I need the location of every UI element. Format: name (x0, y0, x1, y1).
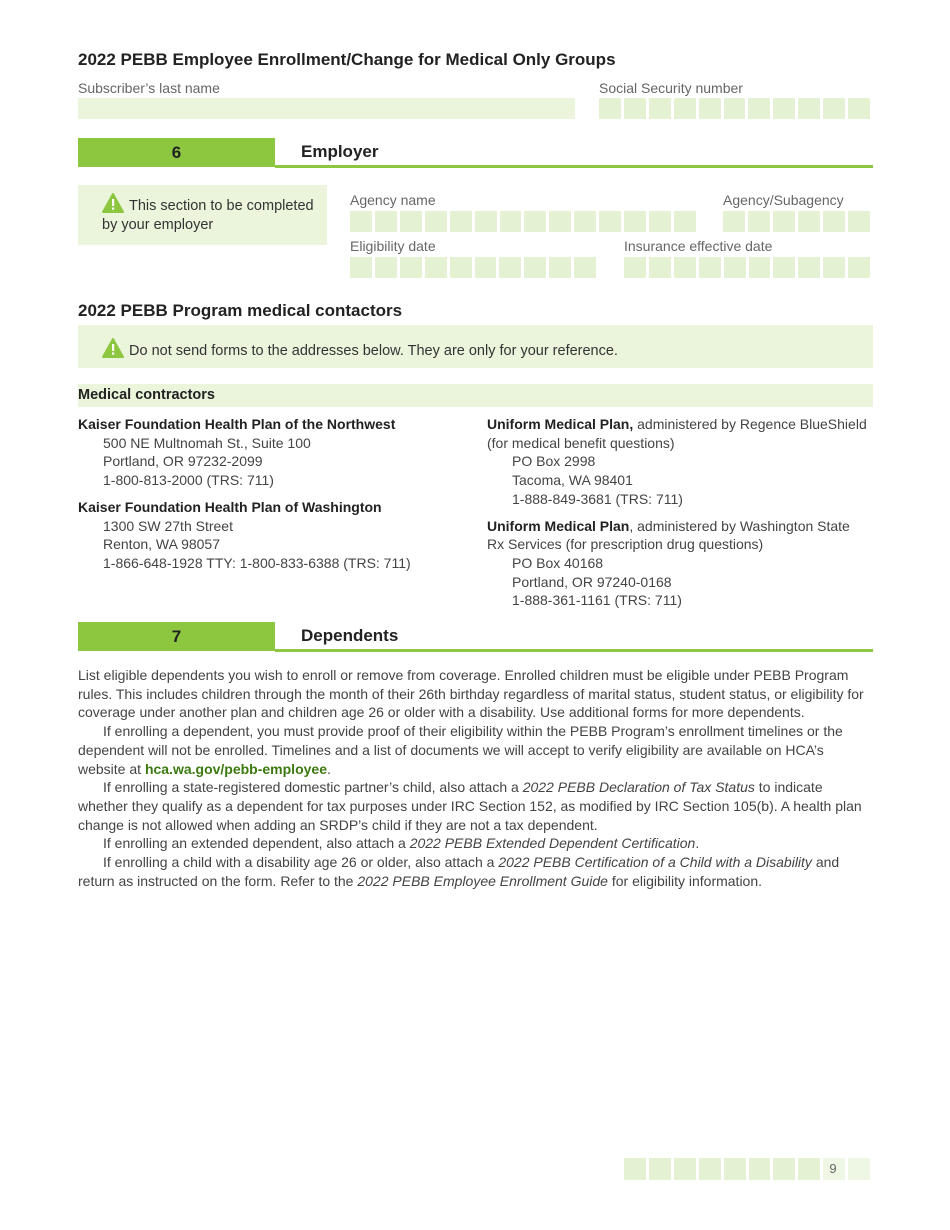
last-name-label: Subscriber’s last name (78, 80, 220, 96)
address-line: PO Box 40168 (512, 554, 604, 571)
dependents-paragraph-5 (78, 853, 874, 890)
dependents-paragraph-2 (78, 722, 874, 778)
phone-line: 1-800-813-2000 (TRS: 711) (103, 472, 274, 489)
section-7-rule (275, 649, 873, 652)
address-line: 1300 SW 27th Street (103, 517, 233, 534)
phone-line: 1-888-361-1161 (TRS: 711) (512, 592, 682, 609)
employer-notice-text: This section to be completed by your employer (102, 198, 314, 233)
dependents-paragraph-1: List eligible dependents you wish to enroll or remove from coverage. Enrolled children must be eligible under PEBB Program rules. This includes children through the month of their 26th birthday regardless of marital status, student status, or eligibility for coverage under another plan and children age 26 or older with a disability. Use additional forms for more dependents. (78, 667, 864, 721)
contractor-ump-regence (487, 415, 877, 509)
address-line: Renton, WA 98057 (103, 536, 221, 553)
contractors-right-column (487, 415, 877, 610)
ssn-field[interactable] (599, 98, 870, 119)
employer-notice (102, 193, 317, 235)
section-6-rule (275, 165, 873, 168)
contractor-desc: Rx Services (for prescription drug questions) (487, 536, 764, 553)
dependents-paragraph-4 (78, 834, 874, 853)
agency-name-label: Agency name (350, 192, 436, 208)
phone-line: 1-866-648-1928 TTY: 1-800-833-6388 (TRS: 711) (103, 554, 411, 571)
ssn-label: Social Security number (599, 80, 743, 96)
dependents-instructions (78, 666, 874, 890)
hca-website-link[interactable]: hca.wa.gov/pebb-employee (144, 760, 327, 777)
warning-icon (102, 338, 124, 358)
text: for eligibility information. (607, 872, 763, 889)
contractors-left-column (78, 415, 478, 573)
phone-line: 1-888-849-3681 (TRS: 711) (512, 490, 683, 507)
text: If enrolling a dependent, you must provide proof of their eligibility within the PEBB Program’s enrollment timelines or the dependent will not be enrolled. Timelines and a list of documents we will accept to verify eligibility are available on HCA’s website at (78, 723, 843, 777)
text: and return as instructed on the form. Refer to the (78, 854, 840, 889)
dependents-paragraph-3 (78, 778, 874, 834)
text: . (327, 760, 331, 777)
contractor-desc: administered by Regence BlueShield (633, 416, 867, 432)
eligibility-date-field[interactable] (350, 257, 596, 278)
last-name-field[interactable] (78, 98, 575, 119)
agency-name-field[interactable] (350, 211, 696, 232)
address-line: PO Box 2998 (512, 453, 596, 470)
eligibility-date-label: Eligibility date (350, 238, 436, 254)
text: If enrolling a child with a disability age 26 or older, also attach a (103, 854, 499, 871)
contractor-desc: (for medical benefit questions) (487, 434, 675, 451)
address-line: 500 NE Multnomah St., Suite 100 (103, 434, 311, 451)
section-6-number: 6 (78, 138, 275, 167)
address-line: Portland, OR 97232-2099 (103, 453, 263, 470)
insurance-date-label: Insurance effective date (624, 238, 773, 254)
agency-subagency-label: Agency/Subagency (723, 192, 844, 208)
contractor-kaiser-nw (78, 415, 478, 490)
form-title: 2022 PEBB Declaration of Tax Status (522, 779, 755, 796)
text: If enrolling a state-registered domestic partner’s child, also attach a (103, 779, 523, 796)
text: to indicate whether they qualify as a dependent for tax purposes under IRC Section 152, as modified by IRC Section 105(b). A health plan change is not allowed when adding an SRDP’s child if they are not a tax dependent. (78, 779, 862, 833)
contractors-warning (102, 338, 618, 359)
warning-icon (102, 193, 124, 213)
contractor-desc: , administered by Washington State (629, 517, 850, 534)
text: If enrolling an extended dependent, also attach a (103, 835, 410, 852)
section-6-title: Employer (301, 142, 379, 161)
form-title: 2022 PEBB Extended Dependent Certification (409, 835, 696, 852)
contractors-subheading: Medical contractors (78, 387, 215, 403)
agency-subagency-field[interactable] (723, 211, 870, 232)
contractor-name: Uniform Medical Plan (487, 517, 630, 534)
contractors-heading: 2022 PEBB Program medical contactors (78, 301, 403, 320)
address-line: Tacoma, WA 98401 (512, 472, 633, 489)
section-7-number: 7 (78, 622, 275, 651)
guide-title: 2022 PEBB Employee Enrollment Guide (357, 872, 608, 889)
contractor-kaiser-wa (78, 498, 478, 573)
text: . (695, 835, 700, 852)
contractor-name: Kaiser Foundation Health Plan of the Northwest (78, 416, 396, 432)
address-line: Portland, OR 97240-0168 (512, 573, 672, 590)
contractor-ump-rx (487, 517, 877, 611)
section-7-title: Dependents (301, 626, 399, 645)
contractor-name: Kaiser Foundation Health Plan of Washington (78, 498, 382, 515)
form-title: 2022 PEBB Certification of a Child with a Disability (498, 854, 812, 871)
contractor-name: Uniform Medical Plan, (487, 416, 634, 432)
contractors-warning-text: Do not send forms to the addresses below. They are only for your reference. (129, 343, 618, 359)
insurance-date-field[interactable] (624, 257, 870, 278)
page-number: 9 (829, 1161, 837, 1176)
page-title: 2022 PEBB Employee Enrollment/Change for Medical Only Groups (78, 50, 616, 69)
